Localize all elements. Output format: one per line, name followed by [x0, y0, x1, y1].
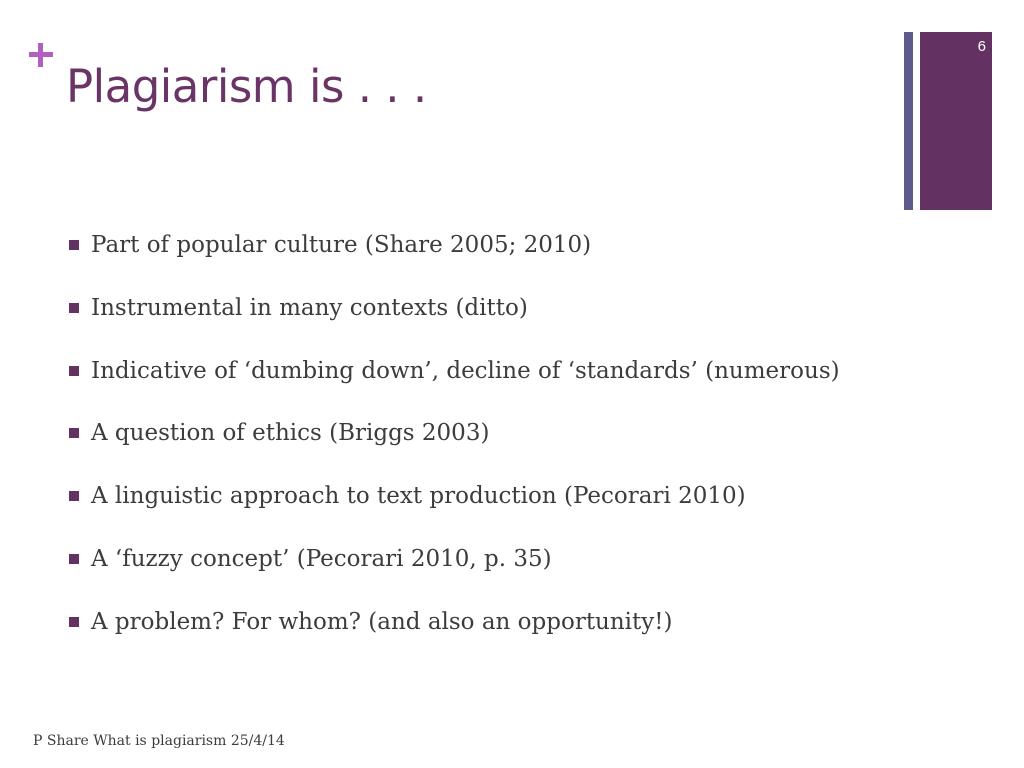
square-bullet-icon — [69, 366, 79, 376]
slide-number: 6 — [977, 38, 986, 55]
plus-icon — [27, 41, 55, 69]
square-bullet-icon — [69, 617, 79, 627]
bullet-text: Indicative of ‘dumbing down’, decline of ‘standards’ (numerous) — [91, 358, 840, 384]
bullet-item — [66, 228, 866, 262]
bullet-item — [66, 354, 866, 388]
bullet-item — [66, 416, 866, 450]
bullet-text: A linguistic approach to text production (Pecorari 2010) — [91, 483, 746, 509]
slide-title: Plagiarism is . . . — [66, 60, 427, 113]
bullet-item — [66, 291, 866, 325]
accent-bar — [904, 32, 913, 210]
bullet-list — [66, 228, 866, 668]
slide-footer: P Share What is plagiarism 25/4/14 — [33, 733, 285, 749]
square-bullet-icon — [69, 428, 79, 438]
bullet-item — [66, 605, 866, 639]
plus-icon-vertical-bar — [38, 43, 43, 67]
bullet-text: A ‘fuzzy concept’ (Pecorari 2010, p. 35) — [91, 546, 552, 572]
bullet-text: Part of popular culture (Share 2005; 2010) — [91, 232, 592, 258]
square-bullet-icon — [69, 554, 79, 564]
bullet-text: A question of ethics (Briggs 2003) — [91, 420, 490, 446]
bullet-text: Instrumental in many contexts (ditto) — [91, 295, 528, 321]
square-bullet-icon — [69, 303, 79, 313]
bullet-item — [66, 479, 866, 513]
bullet-text: A problem? For whom? (and also an opportunity!) — [91, 609, 673, 635]
accent-block — [920, 32, 992, 210]
square-bullet-icon — [69, 240, 79, 250]
bullet-item — [66, 542, 866, 576]
square-bullet-icon — [69, 491, 79, 501]
